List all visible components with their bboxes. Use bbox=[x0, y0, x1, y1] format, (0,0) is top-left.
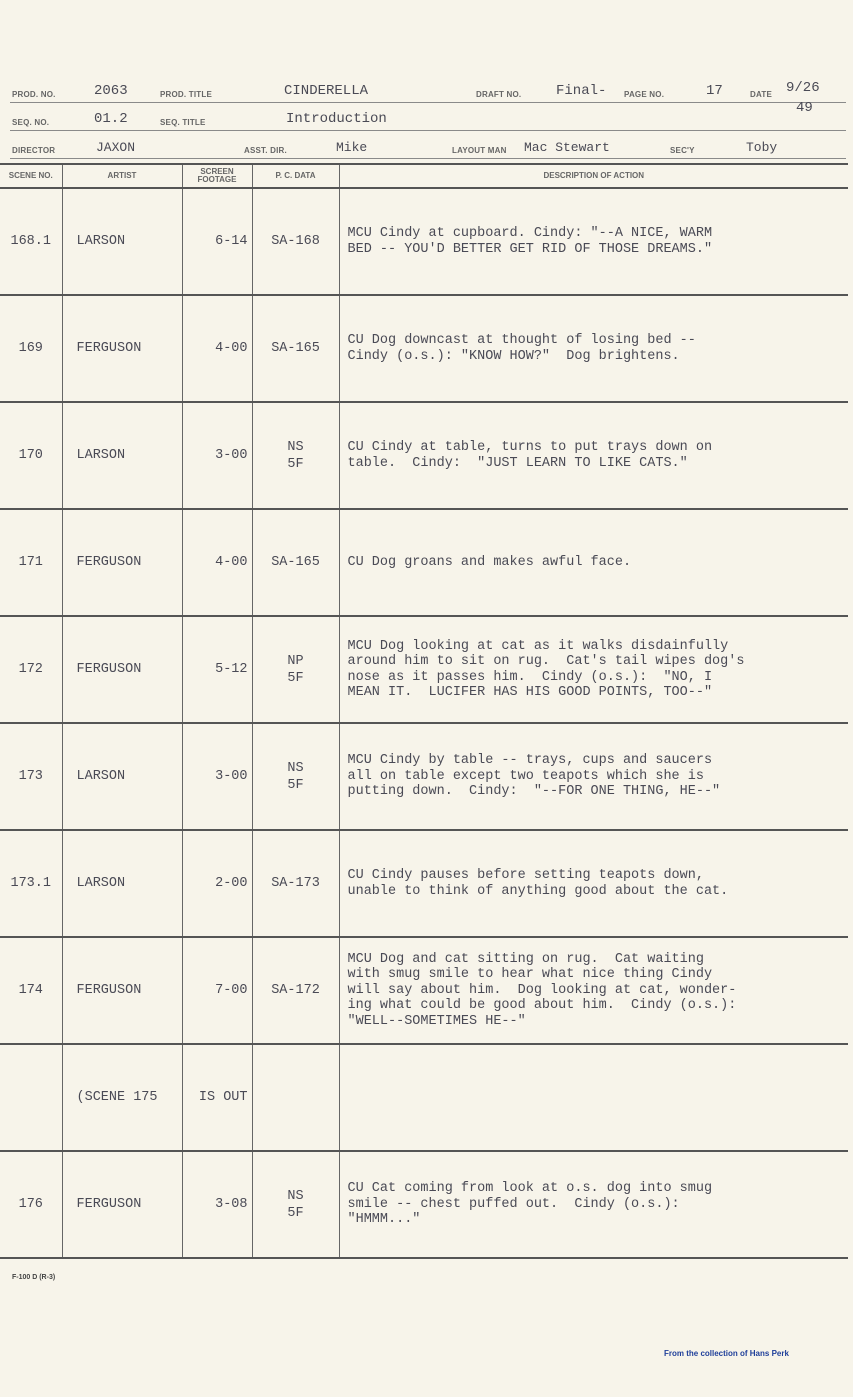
scene-number: 170 bbox=[0, 402, 62, 509]
artist-name: FERGUSON bbox=[62, 616, 182, 723]
asst-dir-value: Mike bbox=[336, 140, 368, 155]
description-line: MEAN IT. LUCIFER HAS HIS GOOD POINTS, TOO--" bbox=[347, 685, 713, 700]
pc-data-line: 5F bbox=[287, 670, 304, 686]
pc-data bbox=[252, 295, 339, 402]
table-row bbox=[0, 188, 848, 295]
scene-number: 172 bbox=[0, 616, 62, 723]
artist-name: FERGUSON bbox=[62, 295, 182, 402]
artist-name: FERGUSON bbox=[62, 1151, 182, 1258]
artist-name: LARSON bbox=[62, 402, 182, 509]
pc-data-line: NS bbox=[287, 760, 304, 776]
pc-data bbox=[252, 830, 339, 937]
layout-man-label: LAYOUT MAN bbox=[452, 146, 507, 155]
scene-number: 173.1 bbox=[0, 830, 62, 937]
description-line: CU Dog downcast at thought of losing bed -- bbox=[347, 333, 696, 348]
page-no-value: 17 bbox=[706, 83, 723, 99]
secy-label: SEC'Y bbox=[670, 146, 695, 155]
description-line: "HMMM..." bbox=[347, 1212, 421, 1228]
artist-name: (SCENE 175 bbox=[62, 1044, 182, 1151]
screen-footage: IS OUT bbox=[182, 1044, 252, 1151]
col-pc-data: P. C. DATA bbox=[252, 164, 339, 188]
description-line: all on table except two teapots which she is bbox=[347, 768, 704, 784]
collection-credit: From the collection of Hans Perk bbox=[664, 1349, 789, 1358]
screen-footage: 4-00 bbox=[182, 509, 252, 616]
prod-title-label: PROD. TITLE bbox=[160, 90, 212, 99]
description-line: CU Dog groans and makes awful face. bbox=[347, 554, 632, 570]
col-artist: ARTIST bbox=[62, 164, 182, 188]
date-value: 9/26 bbox=[786, 80, 820, 96]
date-label: DATE bbox=[750, 90, 772, 99]
pc-data bbox=[252, 188, 339, 295]
table-row bbox=[0, 1044, 848, 1151]
pc-data-line: 5F bbox=[287, 1205, 304, 1221]
page-extra-number: 49 bbox=[796, 100, 813, 116]
action-description bbox=[339, 402, 848, 509]
pc-data bbox=[252, 937, 339, 1044]
description-line: around him to sit on rug. Cat's tail wipes dog's bbox=[347, 654, 745, 669]
table-row bbox=[0, 1151, 848, 1258]
asst-dir-label: ASST. DIR. bbox=[244, 146, 287, 155]
description-line: BED -- YOU'D BETTER GET RID OF THOSE DREAMS." bbox=[347, 241, 713, 257]
scene-number: 168.1 bbox=[0, 188, 62, 295]
screen-footage: 2-00 bbox=[182, 830, 252, 937]
description-line: table. Cindy: "JUST LEARN TO LIKE CATS." bbox=[347, 455, 688, 471]
description-line: putting down. Cindy: "--FOR ONE THING, HE--" bbox=[347, 784, 721, 800]
screen-footage: 3-00 bbox=[182, 402, 252, 509]
description-line: CU Cindy pauses before setting teapots down, bbox=[347, 868, 704, 883]
table-row bbox=[0, 723, 848, 830]
action-description bbox=[339, 295, 848, 402]
draft-no-label: DRAFT NO. bbox=[476, 90, 522, 99]
description-line: "WELL--SOMETIMES HE--" bbox=[347, 1013, 526, 1029]
prod-no-value: 2063 bbox=[94, 83, 128, 99]
description-line: MCU Dog and cat sitting on rug. Cat waiting bbox=[347, 951, 704, 967]
table-row bbox=[0, 616, 848, 723]
col-description: DESCRIPTION OF ACTION bbox=[339, 164, 848, 188]
table-row bbox=[0, 509, 848, 616]
pc-data bbox=[252, 1151, 339, 1258]
description-line: unable to think of anything good about the cat. bbox=[347, 883, 729, 899]
header-row-staff bbox=[10, 132, 846, 159]
artist-name: LARSON bbox=[62, 188, 182, 295]
screen-footage: 5-12 bbox=[182, 616, 252, 723]
pc-data bbox=[252, 616, 339, 723]
description-line: MCU Cindy at cupboard. Cindy: "--A NICE, WARM bbox=[347, 226, 713, 241]
seq-no-value: 01.2 bbox=[94, 111, 128, 127]
pc-data-line: NS bbox=[287, 439, 304, 455]
description-line: with smug smile to hear what nice thing Cindy bbox=[347, 967, 713, 983]
pc-data bbox=[252, 723, 339, 830]
header-row-production bbox=[10, 76, 846, 103]
scene-table bbox=[0, 163, 848, 1259]
prod-no-label: PROD. NO. bbox=[12, 90, 56, 99]
description-line: ing what could be good about him. Cindy (o.s.): bbox=[347, 998, 737, 1014]
form-number: F-100 D (R-3) bbox=[12, 1274, 56, 1281]
action-description bbox=[339, 509, 848, 616]
description-line: nose as it passes him. Cindy (o.s.): "NO, I bbox=[347, 669, 713, 685]
description-line: smile -- chest puffed out. Cindy (o.s.): bbox=[347, 1196, 680, 1212]
pc-data-line: SA-172 bbox=[271, 983, 320, 998]
action-description bbox=[339, 830, 848, 937]
description-line: CU Cindy at table, turns to put trays down on bbox=[347, 440, 713, 455]
action-description bbox=[339, 1044, 848, 1151]
pc-data-line: 5F bbox=[287, 456, 304, 472]
pc-data bbox=[252, 509, 339, 616]
pc-data-line: SA-168 bbox=[271, 234, 320, 249]
table-header-row bbox=[0, 164, 848, 188]
screen-footage: 3-00 bbox=[182, 723, 252, 830]
description-line: MCU Cindy by table -- trays, cups and saucers bbox=[347, 753, 713, 769]
pc-data-line: 5F bbox=[287, 777, 304, 793]
artist-name: FERGUSON bbox=[62, 509, 182, 616]
col-screen-footage: SCREEN FOOTAGE bbox=[182, 164, 252, 188]
pc-data-line: SA-165 bbox=[271, 555, 320, 570]
secy-value: Toby bbox=[746, 140, 778, 155]
description-line: Cindy (o.s.): "KNOW HOW?" Dog brightens. bbox=[347, 348, 680, 364]
table-row bbox=[0, 830, 848, 937]
action-description bbox=[339, 937, 848, 1044]
seq-title-label: SEQ. TITLE bbox=[160, 118, 206, 127]
action-description bbox=[339, 1151, 848, 1258]
table-row bbox=[0, 402, 848, 509]
screen-footage: 7-00 bbox=[182, 937, 252, 1044]
pc-data-line: NS bbox=[287, 1188, 304, 1204]
artist-name: FERGUSON bbox=[62, 937, 182, 1044]
action-description bbox=[339, 616, 848, 723]
pc-data-line: SA-173 bbox=[271, 876, 320, 891]
scene-number bbox=[0, 1044, 62, 1151]
screen-footage: 6-14 bbox=[182, 188, 252, 295]
scene-number: 169 bbox=[0, 295, 62, 402]
draft-no-value: Final- bbox=[556, 83, 607, 99]
scene-number: 176 bbox=[0, 1151, 62, 1258]
pc-data-line: NP bbox=[287, 653, 304, 669]
screen-footage: 3-08 bbox=[182, 1151, 252, 1258]
director-label: DIRECTOR bbox=[12, 146, 56, 155]
director-value: JAXON bbox=[96, 140, 136, 155]
pc-data bbox=[252, 402, 339, 509]
scene-number: 171 bbox=[0, 509, 62, 616]
col-scene-no: SCENE NO. bbox=[0, 164, 62, 188]
seq-no-label: SEQ. NO. bbox=[12, 118, 50, 127]
layout-man-value: Mac Stewart bbox=[524, 140, 610, 155]
action-description bbox=[339, 188, 848, 295]
prod-title-value: CINDERELLA bbox=[284, 83, 369, 99]
header-row-sequence bbox=[10, 104, 846, 131]
table-row bbox=[0, 937, 848, 1044]
scene-number: 174 bbox=[0, 937, 62, 1044]
description-line: will say about him. Dog looking at cat, wonder- bbox=[347, 982, 737, 998]
seq-title-value: Introduction bbox=[286, 111, 387, 127]
pc-data bbox=[252, 1044, 339, 1151]
description-line: MCU Dog looking at cat as it walks disdainfully bbox=[347, 638, 729, 654]
page-no-label: PAGE NO. bbox=[624, 90, 665, 99]
artist-name: LARSON bbox=[62, 830, 182, 937]
description-line: CU Cat coming from look at o.s. dog into smug bbox=[347, 1181, 713, 1197]
screen-footage: 4-00 bbox=[182, 295, 252, 402]
scene-number: 173 bbox=[0, 723, 62, 830]
artist-name: LARSON bbox=[62, 723, 182, 830]
action-description bbox=[339, 723, 848, 830]
pc-data-line: SA-165 bbox=[271, 341, 320, 356]
table-row bbox=[0, 295, 848, 402]
